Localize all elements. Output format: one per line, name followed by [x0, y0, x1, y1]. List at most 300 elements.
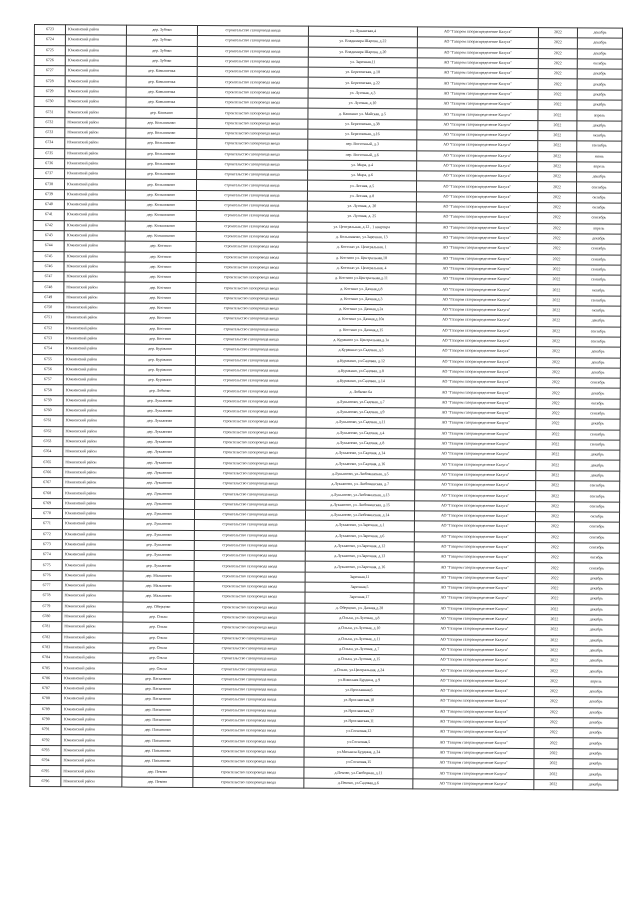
district-cell: Южненский район	[63, 344, 124, 355]
address-cell: д. Костино ул. Центральная, 1	[307, 242, 416, 253]
locality-cell: дер. Ольхи	[123, 643, 194, 654]
work-type-cell: строительство газопровода ввода	[196, 201, 307, 212]
year-cell: 2022	[538, 161, 577, 172]
district-cell: Южненский район	[61, 704, 122, 715]
district-cell: Южненский район	[62, 550, 123, 561]
month-cell: октябрь	[575, 399, 620, 410]
district-cell: Южненский район	[63, 498, 124, 509]
row-number-cell: 6796	[30, 776, 61, 786]
address-cell: д.Ольхи, ул.Луговая, д.15	[305, 654, 414, 665]
address-cell: ул. Березовская, д.22	[308, 78, 417, 89]
district-cell: Южненский район	[65, 66, 126, 77]
locality-cell: дер. Костино	[125, 334, 196, 345]
address-cell: д.Куракино, ул.Садовая, д.8	[306, 366, 415, 377]
work-type-cell: строительство газопровода ввода	[195, 376, 306, 387]
year-cell: 2022	[535, 522, 574, 533]
organization-cell: АО "Газпром газораспределение Калуга"	[417, 109, 538, 120]
address-cell: д.Лукьяново, ул.Садовая, д.14	[306, 448, 415, 459]
organization-cell: АО "Газпром газораспределение Калуга"	[414, 511, 535, 522]
district-cell: Южненский район	[63, 457, 124, 468]
year-cell: 2022	[538, 110, 577, 121]
organization-cell: АО "Газпром газораспределение Калуга"	[415, 459, 536, 470]
year-cell: 2022	[535, 532, 574, 543]
district-cell: Южненский район	[62, 601, 123, 612]
row-number-cell: 6736	[34, 158, 65, 168]
row-number-cell: 6761	[32, 416, 63, 426]
locality-cell: дер. Костино	[125, 293, 196, 304]
district-cell: Южненский район	[63, 437, 124, 448]
locality-cell: дер. Ольхи	[123, 612, 194, 623]
locality-cell: дер. Зубово	[126, 35, 197, 46]
row-number-cell: 6757	[32, 375, 63, 385]
month-cell: декабрь	[573, 718, 618, 729]
month-cell: сентябрь	[576, 244, 621, 255]
month-cell: декабрь	[573, 759, 618, 770]
work-type-cell: строительство газопровода ввода	[195, 396, 306, 407]
row-number-cell: 6779	[31, 601, 62, 611]
year-cell: 2022	[535, 594, 574, 605]
district-cell: Южненский район	[64, 334, 125, 345]
address-cell: д. Костино ул. Дачная,д.10а	[307, 314, 416, 325]
locality-cell: дер. Лукьяново	[123, 530, 194, 541]
work-type-cell: строительство газопровода ввода	[197, 46, 308, 57]
organization-cell: АО "Газпром газораспределение Калуга"	[416, 325, 537, 336]
address-cell: ул. Луговая, д.3	[308, 88, 417, 99]
row-number-cell: 6740	[33, 200, 64, 210]
work-type-cell: строительство газопровода ввода	[194, 612, 305, 623]
organization-cell: АО "Газпром газораспределение Калуга"	[414, 624, 535, 635]
month-cell: декабрь	[575, 419, 620, 430]
year-cell: 2022	[537, 264, 576, 275]
row-number-cell: 6771	[31, 519, 62, 529]
organization-cell: АО "Газпром газораспределение Калуга"	[416, 202, 537, 213]
month-cell: сентябрь	[574, 543, 619, 554]
address-cell: Заречная,17	[305, 592, 414, 603]
district-cell: Южненский район	[61, 766, 122, 777]
district-cell: Южненский район	[62, 591, 123, 602]
row-number-cell: 6751	[33, 313, 64, 323]
address-cell: д.Лукьяново, ул.Садовая, д.8	[306, 438, 415, 449]
address-cell: д.Лукьяново, ул.Садовая, д.9	[306, 407, 415, 418]
locality-cell: дер. Лукьяново	[124, 499, 195, 510]
address-cell: ул. Лесная, д.8	[307, 191, 416, 202]
address-cell: ул. Лунанская,4	[308, 26, 417, 37]
address-cell: ул. Березовская, д.18	[308, 67, 417, 78]
organization-cell: АО "Газпром газораспределение Калуга"	[413, 768, 534, 779]
year-cell: 2022	[536, 450, 575, 461]
work-type-cell: строительство газопровода ввода	[197, 149, 308, 160]
year-cell: 2022	[537, 275, 576, 286]
row-number-cell: 6752	[33, 323, 64, 333]
address-cell: ул.Сосновая,5	[304, 737, 413, 748]
organization-cell: АО "Газпром газораспределение Калуга"	[414, 573, 535, 584]
year-cell: 2022	[535, 645, 574, 656]
address-cell: ул.Ярославная,6	[304, 685, 413, 696]
locality-cell: дер. Куракино	[124, 344, 195, 355]
locality-cell: дер. Костино	[125, 324, 196, 335]
year-cell: 2022	[534, 738, 573, 749]
work-type-cell: строительство газопровода ввода	[195, 437, 306, 448]
address-cell: д.Лукьяново, ул.Садовая, д.16	[306, 459, 415, 470]
locality-cell: дер. Ольхи	[123, 622, 194, 633]
district-cell: Южненский район	[62, 653, 123, 664]
year-cell: 2022	[537, 203, 576, 214]
organization-cell: АО "Газпром газораспределение Калуга"	[417, 120, 538, 131]
month-cell: сентябрь	[574, 532, 619, 543]
locality-cell: дер. Кольшиково	[126, 149, 197, 160]
month-cell: декабрь	[574, 594, 619, 605]
work-type-cell: строительство газопровода ввода	[193, 684, 304, 695]
district-cell: Южненский район	[64, 189, 125, 200]
year-cell: 2022	[536, 501, 575, 512]
locality-cell: дер. Кольшиково	[125, 200, 196, 211]
work-type-cell: строительство газопровода ввода	[195, 406, 306, 417]
locality-cell: дер. Лукьяново	[123, 519, 194, 530]
organization-cell: АО "Газпром газораспределение Калуга"	[415, 346, 536, 357]
locality-cell: дер. Лукьяново	[123, 509, 194, 520]
district-cell: Южненский район	[63, 467, 124, 478]
address-cell: ул. Луговая, д. 20	[307, 201, 416, 212]
address-cell: д.Ольхи, ул.Луговая, д.10	[305, 623, 414, 634]
district-cell: Южненский район	[65, 97, 126, 108]
locality-cell: дер. Пасынково	[122, 674, 193, 685]
month-cell: декабрь	[574, 635, 619, 646]
work-type-cell: строительство газопровода ввода	[194, 509, 305, 520]
month-cell: декабрь	[573, 687, 618, 698]
district-cell: Южненский район	[63, 375, 124, 386]
organization-cell: АО "Газпром газораспределение Калуга"	[415, 439, 536, 450]
address-cell: д.Лукьяново, ул.Любовинская, д.13	[306, 490, 415, 501]
row-number-cell: 6775	[31, 560, 62, 570]
month-cell: декабрь	[574, 584, 619, 595]
locality-cell: дер. Лукьяново	[123, 550, 194, 561]
district-cell: Южненский район	[62, 612, 123, 623]
year-cell: 2022	[534, 676, 573, 687]
row-number-cell: 6758	[32, 385, 63, 395]
month-cell: сентябрь	[575, 429, 620, 440]
district-cell: Южненский район	[64, 272, 125, 283]
work-type-cell: строительство газопровода ввода	[196, 283, 307, 294]
row-number-cell: 6790	[30, 714, 61, 724]
organization-cell: АО "Газпром газораспределение Калуга"	[414, 531, 535, 542]
locality-cell: дер. Малышево	[123, 571, 194, 582]
district-cell: Южненский район	[62, 519, 123, 530]
address-cell: д. Костино ул.Центральная,д.11	[307, 273, 416, 284]
row-number-cell: 6787	[30, 683, 61, 693]
organization-cell: АО "Газпром газораспределение Калуга"	[416, 222, 537, 233]
row-number-cell: 6764	[32, 447, 63, 457]
row-number-cell: 6750	[33, 303, 64, 313]
work-type-cell: строительство газопровода ввода	[195, 479, 306, 490]
organization-cell: АО "Газпром газораспределение Калуга"	[415, 449, 536, 460]
locality-cell: дер. Лукьяново	[123, 540, 194, 551]
year-cell: 2022	[537, 326, 576, 337]
address-cell: д. Кашкино ул. Майская, д.5	[308, 109, 417, 120]
district-cell: Южненский район	[61, 694, 122, 705]
year-cell: 2022	[535, 625, 574, 636]
month-cell: декабрь	[574, 666, 619, 677]
year-cell: 2022	[538, 89, 577, 100]
organization-cell: АО "Газпром газораспределение Калуга"	[416, 264, 537, 275]
work-type-cell: строительство газопровода ввода	[196, 262, 307, 273]
locality-cell: дер. Куракино	[124, 355, 195, 366]
row-number-cell: 6748	[33, 282, 64, 292]
month-cell: декабрь	[577, 120, 622, 131]
year-cell: 2022	[537, 254, 576, 265]
year-cell: 2022	[538, 100, 577, 111]
work-type-cell: строительство газопровода ввода	[193, 705, 304, 716]
locality-cell: дер. Костино	[125, 262, 196, 273]
organization-cell: АО "Газпром газораспределение Калуга"	[414, 645, 535, 656]
month-cell: сентябрь	[576, 326, 621, 337]
district-cell: Южненский район	[65, 56, 126, 67]
locality-cell: дер. Лукьяново	[124, 396, 195, 407]
year-cell: 2022	[535, 635, 574, 646]
address-cell: ул. Заречная,11	[308, 57, 417, 68]
address-cell: ул. Мира, д.4	[308, 160, 417, 171]
month-cell: апрель	[577, 110, 622, 121]
address-cell: д.Лукьяново, ул.Садовая, д.11	[306, 417, 415, 428]
year-cell: 2022	[535, 563, 574, 574]
year-cell: 2022	[534, 779, 573, 790]
work-type-cell: строительство газопровода ввода	[195, 489, 306, 500]
work-type-cell: строительство газопровода ввода	[195, 468, 306, 479]
district-cell: Южненский район	[61, 725, 122, 736]
work-type-cell: строительство газопровода ввода	[193, 746, 304, 757]
organization-cell: АО "Газпром газораспределение Калуга"	[414, 655, 535, 666]
district-cell: Южненский район	[62, 540, 123, 551]
organization-cell: АО "Газпром газораспределение Калуга"	[417, 161, 538, 172]
year-cell: 2022	[535, 553, 574, 564]
month-cell: октябрь	[576, 306, 621, 317]
district-cell: Южненский район	[64, 179, 125, 190]
address-cell: д. Костино ул. Центральная, 4	[307, 263, 416, 274]
row-number-cell: 6755	[32, 354, 63, 364]
locality-cell: дер. Камышенка	[126, 66, 197, 77]
year-cell: 2022	[538, 38, 577, 49]
locality-cell: дер. Лобково	[124, 385, 195, 396]
row-number-cell: 6742	[33, 220, 64, 230]
work-type-cell: строительство газопровода ввода	[193, 674, 304, 685]
address-cell: д.Лукьяново, ул.Садовая, д.7	[306, 397, 415, 408]
year-cell: 2022	[536, 429, 575, 440]
work-type-cell: строительство газопровода ввода	[196, 314, 307, 325]
row-number-cell: 6734	[34, 138, 65, 148]
locality-cell: дер. Кольшиково	[126, 159, 197, 170]
locality-cell: дер. Оберцово	[123, 602, 194, 613]
locality-cell: дер. Лукьяново	[123, 560, 194, 571]
year-cell: 2022	[537, 336, 576, 347]
row-number-cell: 6774	[31, 550, 62, 560]
work-type-cell: строительство газопровода ввода	[194, 633, 305, 644]
row-number-cell: 6730	[34, 97, 65, 107]
year-cell: 2022	[538, 120, 577, 131]
work-type-cell: строительство газопровода ввода	[196, 211, 307, 222]
year-cell: 2022	[538, 48, 577, 59]
organization-cell: АО "Газпром газораспределение Калуга"	[416, 181, 537, 192]
work-type-cell: строительство газопровода ввода	[196, 242, 307, 253]
organization-cell: АО "Газпром газораспределение Калуга"	[414, 634, 535, 645]
district-cell: Южненский район	[65, 128, 126, 139]
work-type-cell: строительство газопровода ввода	[196, 180, 307, 191]
district-cell: Южненский район	[65, 148, 126, 159]
row-number-cell: 6778	[31, 591, 62, 601]
district-cell: Южненский район	[65, 107, 126, 118]
locality-cell: дер. Ольхи	[123, 633, 194, 644]
organization-cell: АО "Газпром газораспределение Калуга"	[414, 603, 535, 614]
work-type-cell: строительство газопровода ввода	[195, 458, 306, 469]
address-cell: ул. Центральная, д.12 , 1 квартира	[307, 222, 416, 233]
year-cell: 2022	[534, 707, 573, 718]
locality-cell: дер. Куракино	[124, 365, 195, 376]
year-cell: 2022	[534, 717, 573, 728]
locality-cell: дер. Кольшиково	[125, 180, 196, 191]
district-cell: Южненский район	[63, 364, 124, 375]
organization-cell: АО "Газпром газораспределение Калуга"	[414, 542, 535, 553]
work-type-cell: строительство газопровода ввода	[196, 293, 307, 304]
row-number-cell: 6783	[31, 642, 62, 652]
year-cell: 2022	[538, 69, 577, 80]
month-cell: октябрь	[574, 512, 619, 523]
row-number-cell: 6745	[33, 251, 64, 261]
locality-cell: дер. Камышенка	[126, 97, 197, 108]
work-type-cell: строительство газопровода ввода	[195, 417, 306, 428]
month-cell: декабрь	[574, 646, 619, 657]
district-cell: Южненский район	[62, 663, 123, 674]
month-cell: декабрь	[577, 28, 622, 39]
month-cell: декабрь	[575, 460, 620, 471]
year-cell: 2022	[534, 748, 573, 759]
locality-cell: дер. Костино	[125, 313, 196, 324]
address-cell: д.Ольхи, ул.Центральная, д.24	[305, 665, 414, 676]
organization-cell: АО "Газпром газораспределение Калуга"	[417, 99, 538, 110]
month-cell: декабрь	[575, 450, 620, 461]
year-cell: 2022	[538, 58, 577, 69]
row-number-cell: 6776	[31, 570, 62, 580]
work-type-cell: строительство газопровода ввода	[196, 324, 307, 335]
district-cell: Южненский район	[64, 220, 125, 231]
district-cell: Южненский район	[65, 45, 126, 56]
address-cell: ул.Ярославская,17	[304, 706, 413, 717]
organization-cell: АО "Газпром газораспределение Калуга"	[413, 696, 534, 707]
locality-cell: дер. Лукьяново	[124, 488, 195, 499]
year-cell: 2022	[534, 687, 573, 698]
locality-cell: дер. Зубово	[126, 56, 197, 67]
year-cell: 2022	[536, 398, 575, 409]
locality-cell: дер. Зубово	[126, 25, 197, 36]
district-cell: Южненский район	[63, 488, 124, 499]
address-cell: д. Куракино ул. Центральная,д.1а	[307, 335, 416, 346]
work-type-cell: строительство газопровода ввода	[195, 345, 306, 356]
organization-cell: АО "Газпром газораспределение Калуга"	[414, 521, 535, 532]
year-cell: 2022	[535, 542, 574, 553]
row-number-cell: 6791	[30, 725, 61, 735]
address-cell: д.Ольхи, ул.Луговая, д.7	[305, 644, 414, 655]
month-cell: сентябрь	[576, 296, 621, 307]
district-cell: Южненский район	[64, 262, 125, 273]
organization-cell: АО "Газпром газораспределение Калуга"	[415, 490, 536, 501]
organization-cell: АО "Газпром газораспределение Калуга"	[415, 356, 536, 367]
year-cell: 2022	[538, 141, 577, 152]
month-cell: декабрь	[573, 769, 618, 780]
month-cell: сентябрь	[576, 275, 621, 286]
organization-cell: АО "Газпром газораспределение Калуга"	[413, 748, 534, 759]
month-cell: декабрь	[573, 749, 618, 760]
work-type-cell: строительство газопровода ввода	[195, 427, 306, 438]
locality-cell: дер. Пасынково	[122, 684, 193, 695]
month-cell: октябрь	[574, 553, 619, 564]
organization-cell: АО "Газпром газораспределение Калуга"	[415, 428, 536, 439]
address-cell: д.Лукьяново, ул.Заречная, д.16	[305, 562, 414, 573]
month-cell: сентябрь	[577, 141, 622, 152]
month-cell: июнь	[577, 151, 622, 162]
row-number-cell: 6780	[31, 611, 62, 621]
address-cell: д.Куракино, ул.Садовая, д.14	[306, 376, 415, 387]
row-number-cell: 6782	[31, 632, 62, 642]
address-cell: д.Ольхи, ул.Луговая, д.8	[305, 613, 414, 624]
row-number-cell: 6788	[30, 694, 61, 704]
locality-cell: дер. Пасынково	[122, 694, 193, 705]
address-cell: пер. Восточный, д.3	[308, 139, 417, 150]
locality-cell: дер. Кольшиково	[126, 118, 197, 129]
district-cell: Южненский район	[62, 632, 123, 643]
organization-cell: АО "Газпром газораспределение Калуга"	[417, 89, 538, 100]
year-cell: 2022	[537, 213, 576, 224]
district-cell: Южненский район	[65, 159, 126, 170]
locality-cell: дер. Пасынково	[122, 705, 193, 716]
year-cell: 2022	[536, 357, 575, 368]
month-cell: сентябрь	[575, 501, 620, 512]
work-type-cell: строительство газопровода ввода	[196, 221, 307, 232]
year-cell: 2022	[538, 79, 577, 90]
organization-cell: АО "Газпром газораспределение Калуга"	[413, 686, 534, 697]
address-cell: д. Кольшиково, ул.Заречная, 13	[307, 232, 416, 243]
district-cell: Южненский район	[61, 715, 122, 726]
work-type-cell: строительство газопровода ввода	[194, 623, 305, 634]
locality-cell: дер. Кольшиково	[126, 128, 197, 139]
locality-cell: дер. Пасынково	[122, 756, 193, 767]
locality-cell: дер. Камышенка	[126, 77, 197, 88]
work-type-cell: строительство газопровода ввода	[196, 304, 307, 315]
work-type-cell: строительство газопровода ввода	[195, 355, 306, 366]
row-number-cell: 6731	[34, 107, 65, 117]
locality-cell: дер. Кашкино	[126, 107, 197, 118]
year-cell: 2022	[536, 347, 575, 358]
work-type-cell: строительство газопровода ввода	[195, 365, 306, 376]
month-cell: декабрь	[573, 738, 618, 749]
district-cell: Южненский район	[61, 673, 122, 684]
district-cell: Южненский район	[65, 76, 126, 87]
row-number-cell: 6743	[33, 230, 64, 240]
organization-cell: АО "Газпром газораспределение Калуга"	[413, 758, 534, 769]
row-number-cell: 6732	[34, 117, 65, 127]
work-type-cell: строительство газопровода ввода	[193, 726, 304, 737]
work-type-cell: строительство газопровода ввода	[194, 592, 305, 603]
district-cell: Южненский район	[61, 776, 122, 787]
address-cell: ул.Сосновая,12	[304, 726, 413, 737]
locality-cell: дер. Пасынково	[122, 715, 193, 726]
row-number-cell: 6769	[32, 498, 63, 508]
district-cell: Южненский район	[65, 86, 126, 97]
district-cell: Южненский район	[63, 354, 124, 365]
year-cell: 2022	[536, 491, 575, 502]
address-cell: д.Куракино, ул.Садовая, д.12	[306, 356, 415, 367]
month-cell: сентябрь	[575, 440, 620, 451]
address-cell: ул.Ярославская,10	[304, 695, 413, 706]
locality-cell: дер. Кольшиково	[125, 221, 196, 232]
row-number-cell: 6733	[34, 127, 65, 137]
address-cell: д.Лукьяново, ул.Любовинская, д.14	[305, 510, 414, 521]
